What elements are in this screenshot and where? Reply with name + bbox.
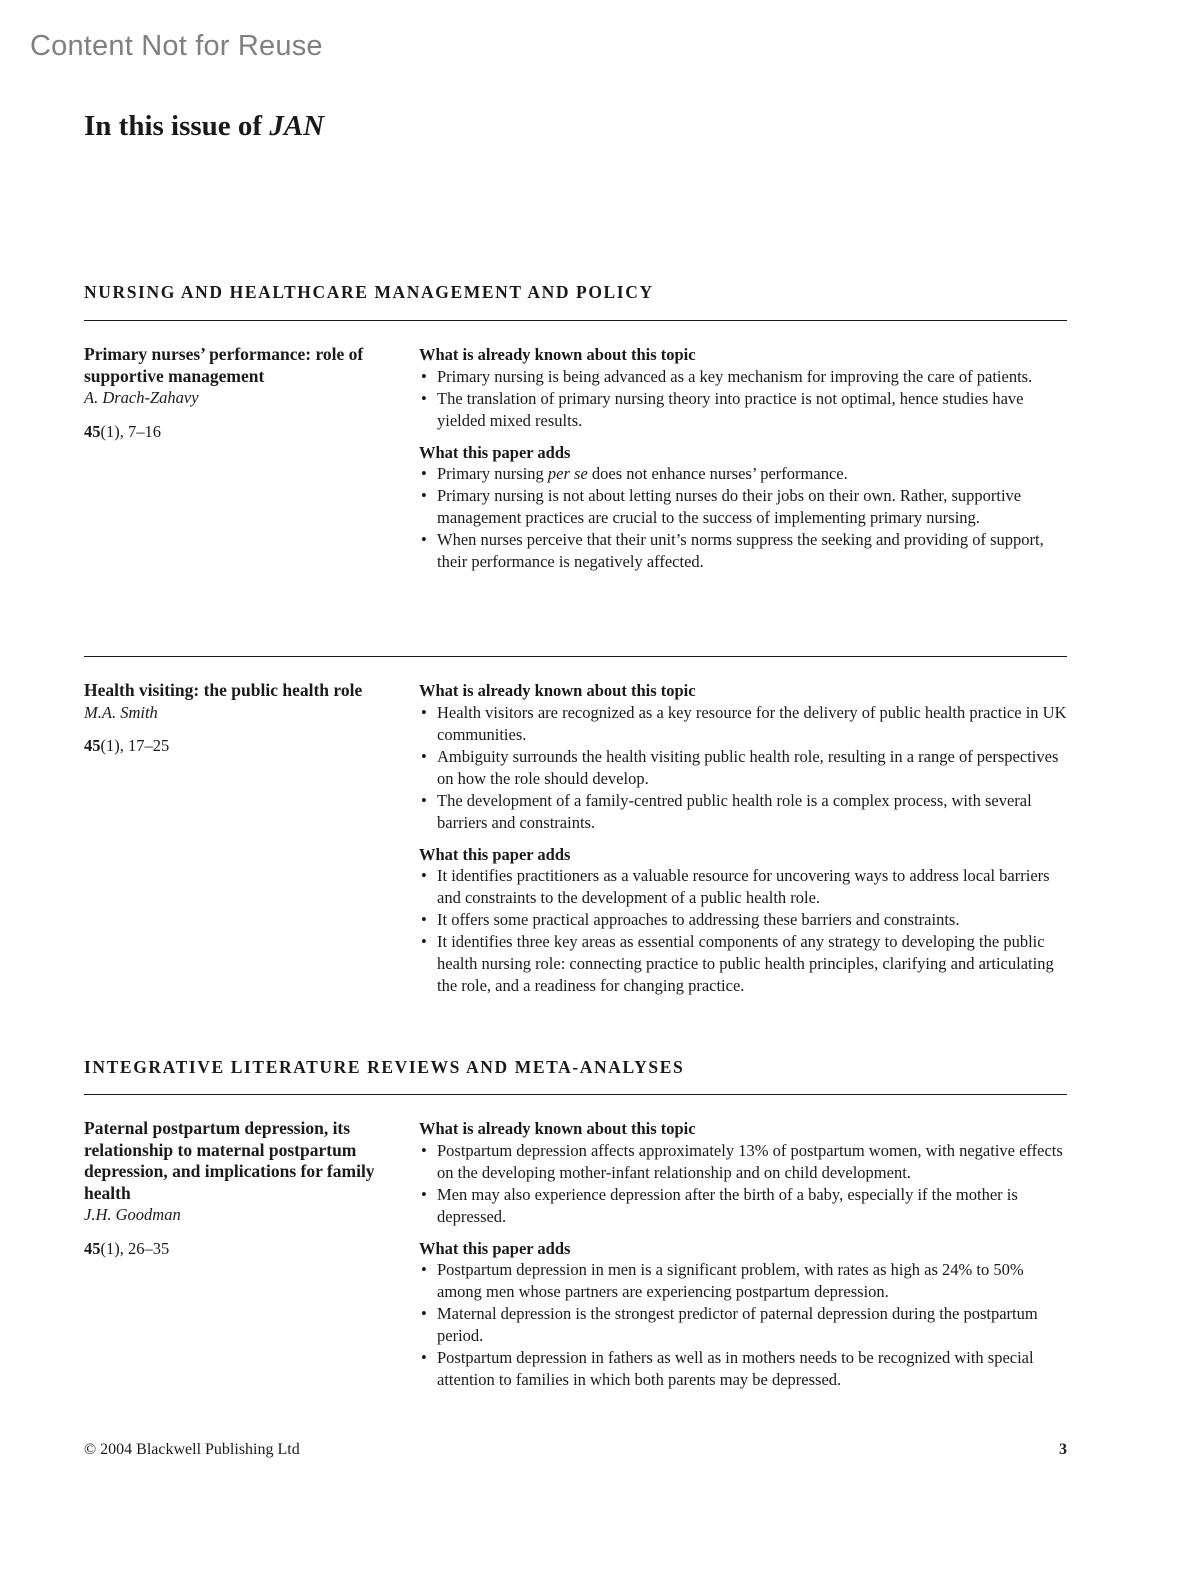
article-summary	[419, 680, 1069, 1007]
issue-pages: (1), 7–16	[100, 421, 161, 441]
issue-pages: (1), 26–35	[100, 1238, 170, 1258]
list-item: • Health visitors are recognized as a key resource for the delivery of public health practice in UK communities.	[419, 702, 1069, 746]
list-item: • When nurses perceive that their unit’s norms suppress the seeking and providing of support, their performance is negatively affected.	[419, 529, 1069, 573]
section-divider	[84, 320, 1067, 321]
section-heading: INTEGRATIVE LITERATURE REVIEWS AND META-ANALYSES	[84, 1057, 685, 1077]
adds-list	[419, 1259, 1069, 1391]
list-item: • Ambiguity surrounds the health visiting public health role, resulting in a range of perspectives on how the role should develop.	[419, 746, 1069, 790]
list-item: • Postpartum depression in fathers as well as in mothers needs to be recognized with special attention to families in which both parents may be depressed.	[419, 1347, 1069, 1391]
article-title[interactable]: Primary nurses’ performance: role of supportive management	[84, 344, 364, 386]
volume-number: 45	[84, 736, 101, 755]
article-summary	[419, 344, 1069, 583]
list-item	[419, 463, 1069, 485]
list-item: • It identifies three key areas as essential components of any strategy to developing the public health nursing role: connecting practice to public health principles, clarifying and articulating the role, and a readiness for changing practice.	[419, 931, 1069, 997]
article-author: M.A. Smith	[84, 702, 158, 722]
list-item: • Postpartum depression affects approximately 13% of postpartum women, with negative effects on the developing mother-infant relationship and on child development.	[419, 1140, 1069, 1184]
list-item: • It identifies practitioners as a valuable resource for uncovering ways to address local barriers and constraints to the development of a public health role.	[419, 865, 1069, 909]
page-number: 3	[1059, 1441, 1067, 1458]
volume-number: 45	[84, 421, 101, 441]
watermark: Content Not for Reuse	[30, 30, 323, 62]
adds-list	[419, 463, 1069, 573]
section-divider	[84, 1094, 1067, 1095]
list-item: • The translation of primary nursing theory into practice is not optimal, hence studies have yielded mixed results.	[419, 388, 1069, 432]
list-item: • Maternal depression is the strongest predictor of paternal depression during the postpartum period.	[419, 1303, 1069, 1347]
list-item-emphasis: per se	[547, 464, 588, 483]
article-meta	[84, 344, 400, 442]
volume-number: 45	[84, 1238, 101, 1258]
known-heading: What is already known about this topic	[419, 1119, 696, 1138]
known-heading: What is already known about this topic	[419, 345, 696, 364]
article-divider	[84, 656, 1067, 657]
list-item: • Primary nursing is being advanced as a key mechanism for improving the care of patients.	[419, 366, 1069, 388]
list-item: • The development of a family-centred public health role is a complex process, with several barriers and constraints.	[419, 790, 1069, 834]
list-item: • Men may also experience depression after the birth of a baby, especially if the mother is depressed.	[419, 1184, 1069, 1228]
list-item: • Postpartum depression in men is a significant problem, with rates as high as 24% to 50% among men whose partners are experiencing postpartum depression.	[419, 1259, 1069, 1303]
section-heading: NURSING AND HEALTHCARE MANAGEMENT AND POLICY	[84, 282, 654, 302]
page-title-prefix: In this issue of	[84, 110, 270, 142]
issue-pages: (1), 17–25	[100, 736, 170, 755]
article-author: J.H. Goodman	[84, 1205, 181, 1224]
journal-name: JAN	[269, 110, 325, 142]
article-summary	[419, 1118, 1069, 1401]
copyright-notice: © 2004 Blackwell Publishing Ltd	[84, 1441, 300, 1458]
adds-heading: What this paper adds	[419, 1238, 571, 1258]
article-meta	[84, 680, 400, 757]
adds-heading: What this paper adds	[419, 442, 571, 462]
article-title[interactable]: Health visiting: the public health role	[84, 680, 363, 700]
article-reference	[84, 421, 400, 443]
page-title	[84, 110, 324, 143]
adds-list	[419, 865, 1069, 997]
list-item-text: does not enhance nurses’ performance.	[587, 464, 848, 483]
known-list	[419, 366, 1069, 432]
list-item-text: Primary nursing	[437, 464, 548, 483]
article-meta	[84, 1118, 400, 1259]
known-heading: What is already known about this topic	[419, 681, 696, 700]
list-item: • It offers some practical approaches to addressing these barriers and constraints.	[419, 909, 1069, 931]
list-item: • Primary nursing is not about letting nurses do their jobs on their own. Rather, supportive management practices are crucial to the success of implementing primary nursing.	[419, 485, 1069, 529]
article-title[interactable]: Paternal postpartum depression, its relationship to maternal postpartum depression, and implications for family health	[84, 1118, 375, 1203]
adds-heading: What this paper adds	[419, 844, 571, 864]
article-reference	[84, 1238, 400, 1260]
known-list	[419, 1140, 1069, 1228]
known-list	[419, 702, 1069, 834]
article-reference	[84, 735, 400, 757]
article-author: A. Drach-Zahavy	[84, 388, 199, 407]
